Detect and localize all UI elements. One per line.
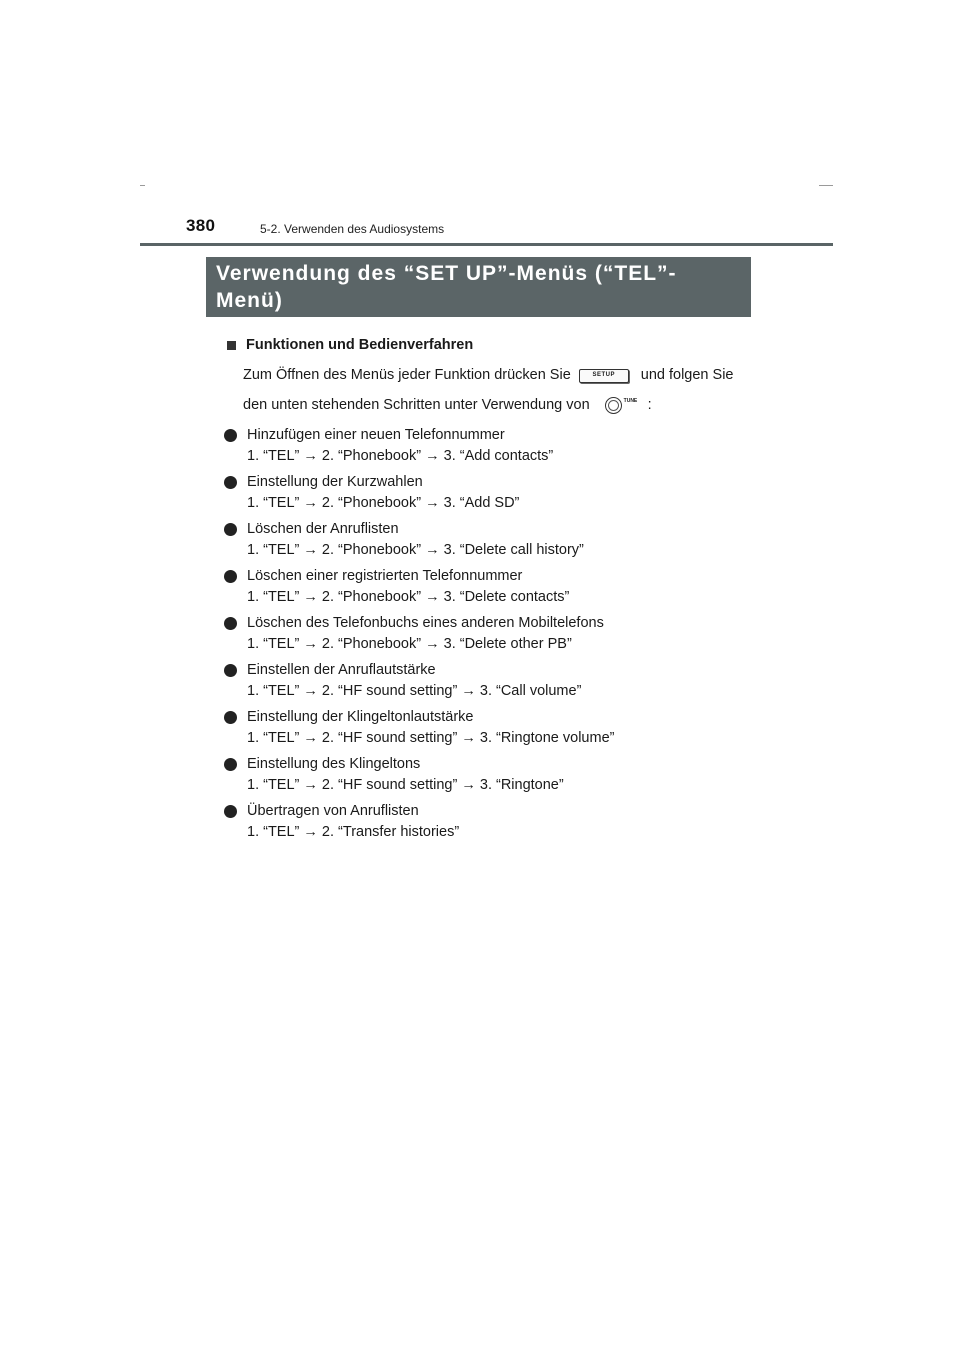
list-item [224, 660, 784, 702]
square-bullet-icon [227, 341, 236, 350]
list-item [224, 566, 784, 608]
intro [243, 365, 784, 416]
item-path: 1. “TEL” → 2. “Phonebook” → 3. “Delete contacts” [247, 589, 570, 605]
item-title: Einstellung der Kurzwahlen [247, 474, 423, 490]
header-rule [140, 243, 833, 246]
intro-text-1b: und folgen Sie [640, 367, 734, 383]
page-number: 380 [186, 216, 216, 235]
intro-text-2b: : [647, 397, 652, 413]
list-item [224, 801, 784, 843]
list-item [224, 472, 784, 514]
item-path: 1. “TEL” → 2. “Phonebook” → 3. “Delete other PB” [247, 636, 572, 652]
item-path: 1. “TEL” → 2. “HF sound setting” → 3. “Call volume” [247, 683, 582, 699]
crop-mark-left [140, 185, 145, 186]
round-bullet-icon [224, 476, 237, 489]
intro-text-2a: den unten stehenden Schritten unter Verwendung von [243, 397, 590, 413]
item-path: 1. “TEL” → 2. “Phonebook” → 3. “Add SD” [247, 495, 520, 511]
title-line-1: Verwendung des “SET UP”-Menüs (“TEL”- [216, 262, 677, 285]
section-title: 5-2. Verwenden des Audiosystems [260, 222, 445, 236]
item-path: 1. “TEL” → 2. “Phonebook” → 3. “Delete call history” [247, 542, 584, 558]
round-bullet-icon [224, 617, 237, 630]
intro-line-2 [243, 395, 784, 416]
title-line-2: Menü) [216, 289, 283, 312]
round-bullet-icon [224, 805, 237, 818]
tune-knob-icon [604, 395, 638, 417]
item-title: Einstellung der Klingeltonlautstärke [247, 709, 474, 725]
list-item [224, 425, 784, 467]
item-title: Löschen des Telefonbuchs eines anderen Mobiltelefons [247, 615, 604, 631]
list-item [224, 519, 784, 561]
round-bullet-icon [224, 758, 237, 771]
round-bullet-icon [224, 570, 237, 583]
function-list [224, 425, 784, 843]
item-title: Einstellung des Klingeltons [247, 756, 421, 772]
item-title: Löschen einer registrierten Telefonnummer [247, 568, 523, 584]
item-path: 1. “TEL” → 2. “Transfer histories” [247, 824, 460, 840]
crop-mark-right [819, 185, 833, 186]
list-item [224, 754, 784, 796]
item-title: Löschen der Anruflisten [247, 521, 399, 537]
round-bullet-icon [224, 429, 237, 442]
item-title: Hinzufügen einer neuen Telefonnummer [247, 427, 505, 443]
item-title: Einstellen der Anruflautstärke [247, 662, 436, 678]
list-item [224, 707, 784, 749]
round-bullet-icon [224, 523, 237, 536]
round-bullet-icon [224, 711, 237, 724]
sub-heading [224, 335, 784, 356]
list-item [224, 613, 784, 655]
tune-knob-label: TUNE [623, 397, 638, 404]
setup-button-icon [579, 369, 629, 383]
item-path: 1. “TEL” → 2. “HF sound setting” → 3. “Ringtone volume” [247, 730, 615, 746]
item-path: 1. “TEL” → 2. “Phonebook” → 3. “Add contacts” [247, 448, 554, 464]
item-path: 1. “TEL” → 2. “HF sound setting” → 3. “Ringtone” [247, 777, 564, 793]
content [224, 335, 784, 843]
item-title: Übertragen von Anruflisten [247, 803, 419, 819]
round-bullet-icon [224, 664, 237, 677]
setup-button-label: SETUP [592, 372, 616, 378]
sub-heading-text: Funktionen und Bedienverfahren [246, 337, 474, 353]
intro-text-1a: Zum Öffnen des Menüs jeder Funktion drücken Sie [243, 367, 571, 383]
title-box [206, 257, 751, 317]
intro-line-1 [243, 365, 784, 386]
